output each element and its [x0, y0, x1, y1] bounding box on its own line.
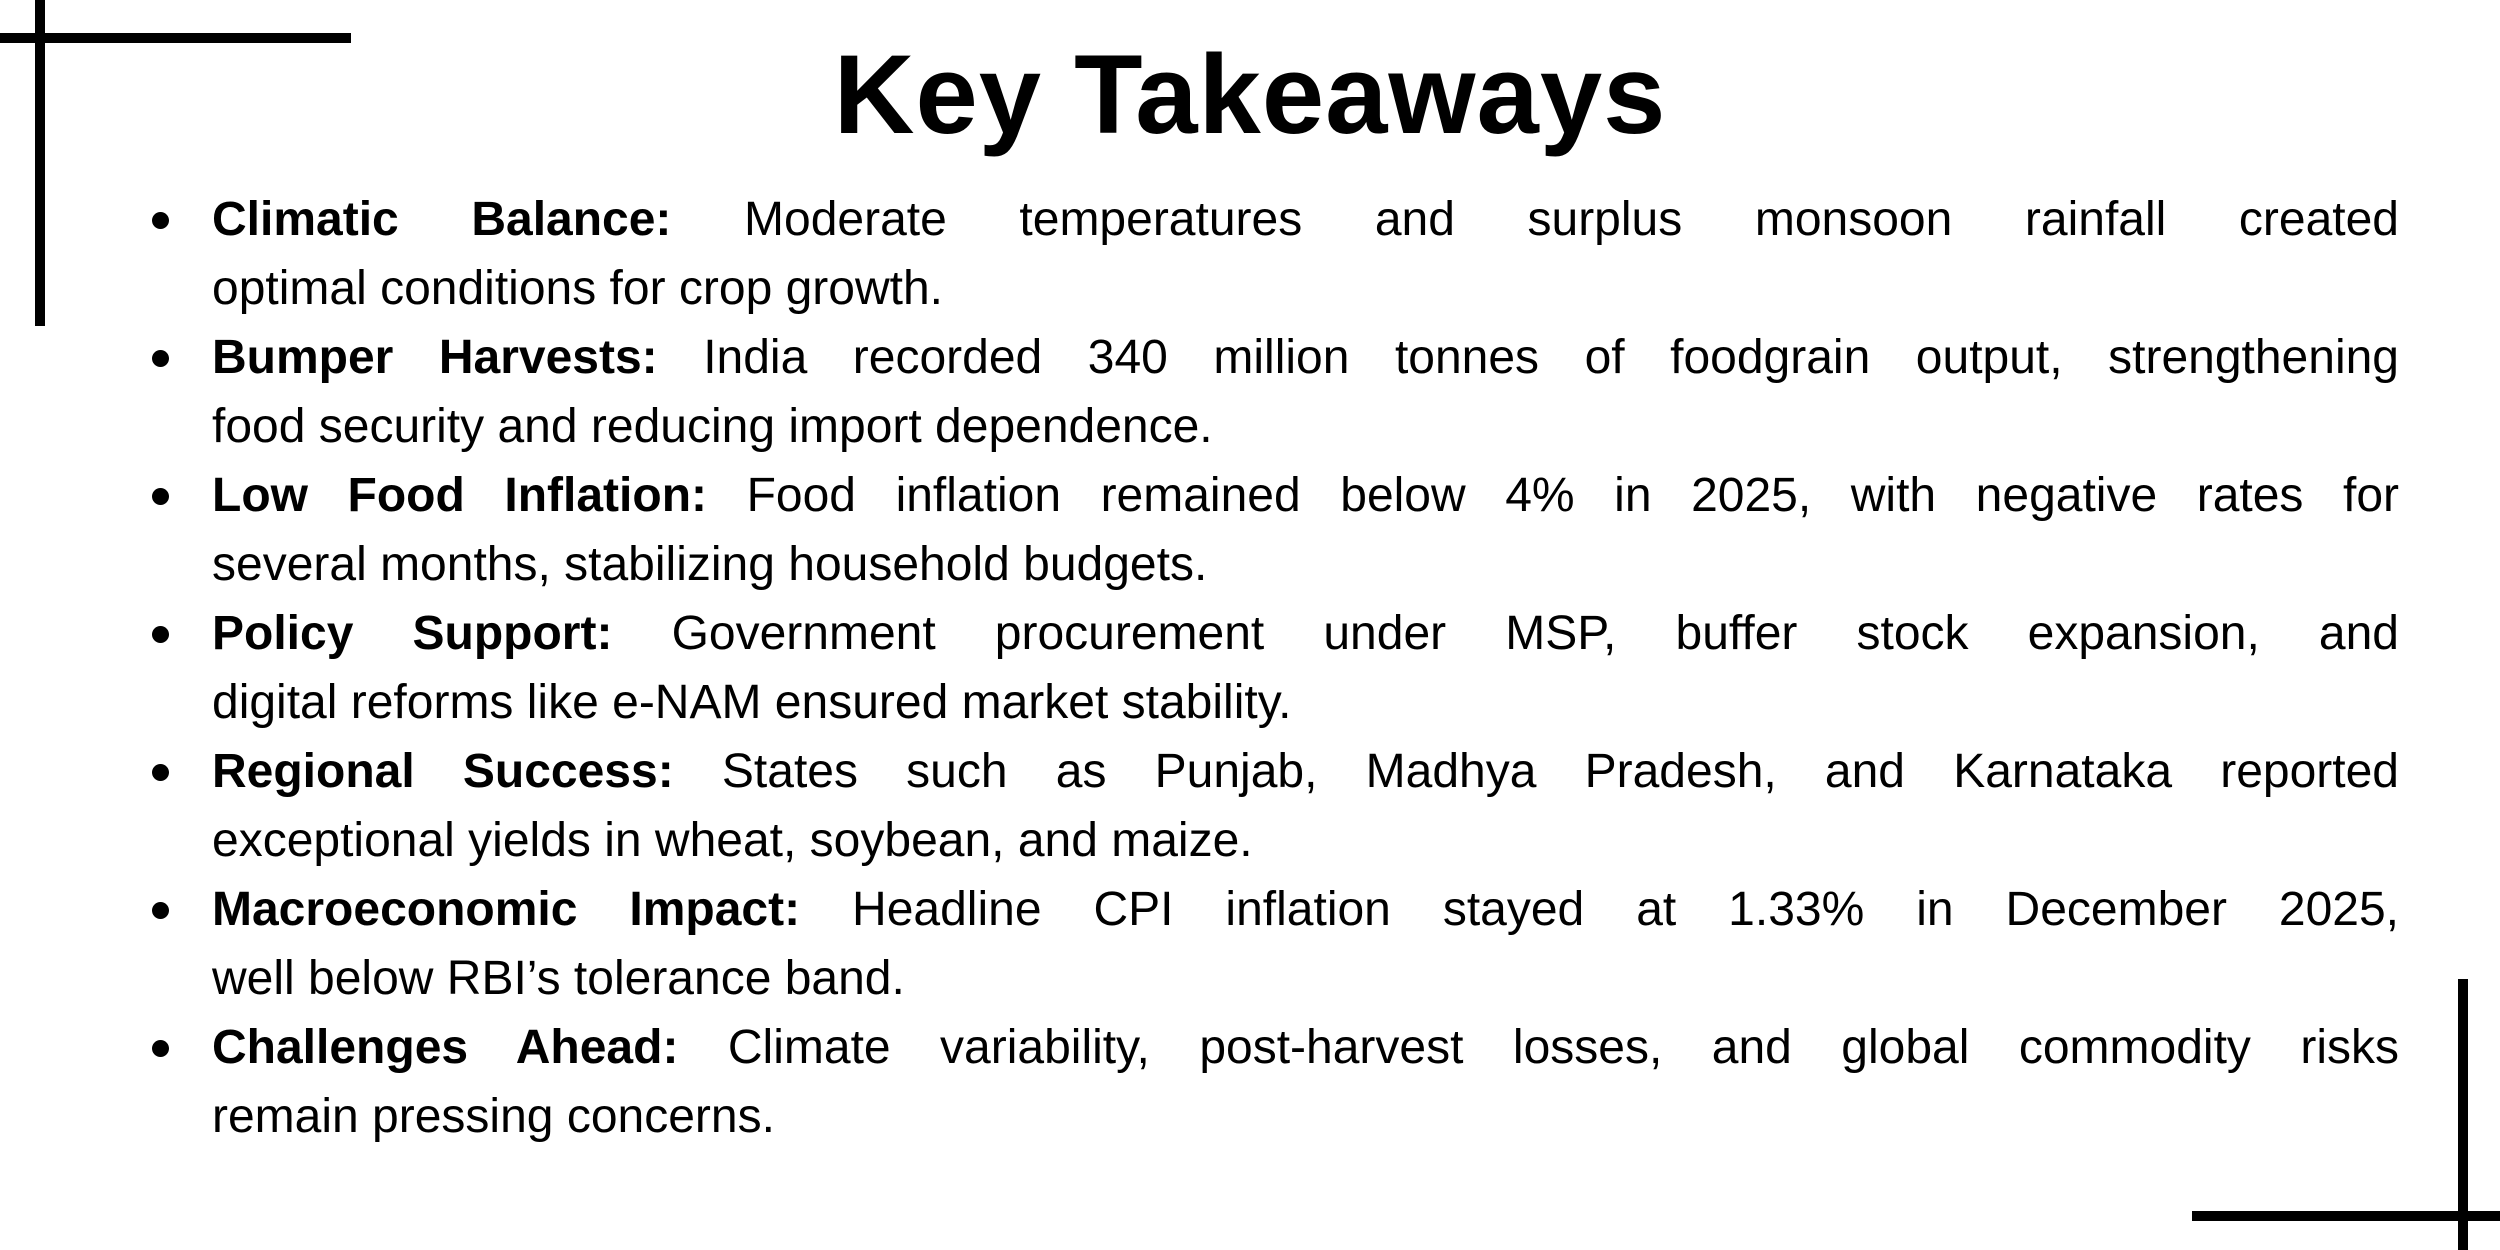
- list-item: [212, 599, 2399, 737]
- item-line-1: [212, 599, 2399, 668]
- item-text: Headline CPI inflation stayed at 1.33% in December 2025,: [852, 883, 2400, 936]
- bullet-icon: [152, 350, 169, 367]
- list-item: [212, 1013, 2399, 1151]
- item-line-2: several months, stabilizing household budgets.: [212, 538, 1208, 591]
- item-line-2: remain pressing concerns.: [212, 1090, 775, 1143]
- list-item: [212, 461, 2399, 599]
- item-lead: Policy Support:: [212, 607, 613, 660]
- list-item: [212, 323, 2399, 461]
- takeaways-list: [212, 185, 2399, 1151]
- bullet-icon: [152, 764, 169, 781]
- list-item: [212, 737, 2399, 875]
- page-title: Key Takeaways: [833, 32, 1667, 157]
- item-text: Government procurement under MSP, buffer stock expansion, and: [671, 607, 2399, 660]
- list-item: [212, 875, 2399, 1013]
- item-line-1: [212, 737, 2399, 806]
- corner-line-bottom-vertical: [2458, 979, 2468, 1250]
- item-line-2: digital reforms like e-NAM ensured market stability.: [212, 676, 1292, 729]
- corner-line-bottom-horizontal: [2192, 1211, 2500, 1221]
- item-lead: Climatic Balance:: [212, 193, 672, 246]
- item-lead: Challenges Ahead:: [212, 1021, 679, 1074]
- bullet-icon: [152, 902, 169, 919]
- item-line-1: [212, 185, 2399, 254]
- bullet-icon: [152, 626, 169, 643]
- item-lead: Regional Success:: [212, 745, 674, 798]
- item-line-1: [212, 1013, 2399, 1082]
- bullet-icon: [152, 1040, 169, 1057]
- item-line-2: exceptional yields in wheat, soybean, and maize.: [212, 814, 1253, 867]
- item-line-2: well below RBI’s tolerance band.: [212, 952, 905, 1005]
- bullet-icon: [152, 488, 169, 505]
- item-line-1: [212, 323, 2399, 392]
- item-text: Moderate temperatures and surplus monsoon rainfall created: [744, 193, 2399, 246]
- list-item: [212, 185, 2399, 323]
- item-text: Food inflation remained below 4% in 2025, with negative rates for: [746, 469, 2400, 522]
- item-text: States such as Punjab, Madhya Pradesh, and Karnataka reported: [721, 745, 2399, 798]
- item-line-2: optimal conditions for crop growth.: [212, 262, 944, 315]
- item-text: Climate variability, post-harvest losses, and global commodity risks: [727, 1021, 2400, 1074]
- item-lead: Macroeconomic Impact:: [212, 883, 801, 936]
- item-text: India recorded 340 million tonnes of foodgrain output, strengthening: [703, 331, 2400, 384]
- item-line-1: [212, 461, 2399, 530]
- item-line-1: [212, 875, 2399, 944]
- item-lead: Bumper Harvests:: [212, 331, 658, 384]
- bullet-icon: [152, 212, 169, 229]
- item-line-2: food security and reducing import dependence.: [212, 400, 1213, 453]
- item-lead: Low Food Inflation:: [212, 469, 708, 522]
